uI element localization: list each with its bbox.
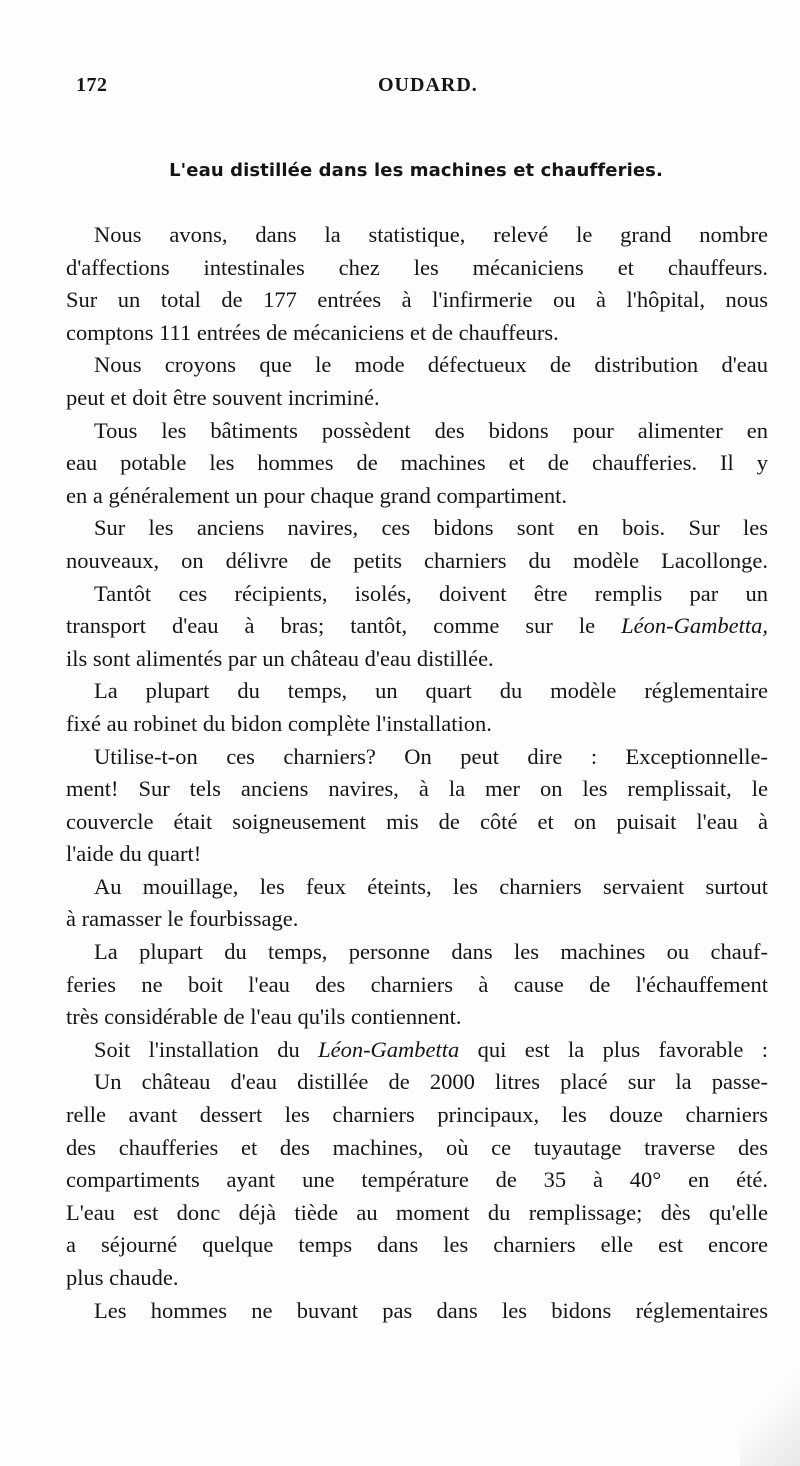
text-line: relle avant dessert les charniers principaux, les douze charniers xyxy=(66,1102,768,1128)
text-line: Au mouillage, les feux éteints, les charniers servaient surtout xyxy=(94,873,768,899)
text-line: eau potable les hommes de machines et de chaufferies. Il y xyxy=(66,450,768,476)
text-segment: qui est la plus favorable : xyxy=(459,1036,768,1062)
text-line: Sur un total de 177 entrées à l'infirmerie ou à l'hôpital, nous xyxy=(66,287,768,313)
text-line: plus chaude. xyxy=(66,1265,179,1290)
text-line: La plupart du temps, personne dans les machines ou chauf- xyxy=(94,939,768,965)
ship-name-italic: Léon-Gambetta xyxy=(318,1036,460,1062)
text-line: Sur les anciens navires, ces bidons sont en bois. Sur les xyxy=(94,515,768,541)
text-line: Tous les bâtiments possèdent des bidons pour alimenter en xyxy=(94,417,768,443)
text-line: comptons 111 entrées de mécaniciens et de chauffeurs. xyxy=(66,319,559,345)
text-line: feries ne boit l'eau des charniers à cause de l'échauffement xyxy=(66,971,768,997)
text-line: L'eau est donc déjà tiède au moment du remplissage; dès qu'elle xyxy=(66,1199,768,1225)
text-line: peut et doit être souvent incriminé. xyxy=(66,384,380,410)
page-edge-shadow xyxy=(740,1360,800,1466)
text-line: Nous croyons que le mode défectueux de distribution d'eau xyxy=(94,352,768,378)
text-line: compartiments ayant une température de 35 à 40° en été. xyxy=(66,1167,768,1193)
text-line: La plupart du temps, un quart du modèle réglementaire xyxy=(94,678,768,704)
text-line: ils sont alimentés par un château d'eau distillée. xyxy=(66,645,494,671)
ship-name-italic: Léon-Gambetta, xyxy=(621,613,768,639)
text-line: en a généralement un pour chaque grand compartiment. xyxy=(66,482,568,508)
text-line: l'aide du quart! xyxy=(66,841,202,867)
text-line: Nous avons, dans la statistique, relevé le grand nombre xyxy=(94,222,768,247)
text-line: nouveaux, on délivre de petits charniers du modèle Lacollonge. xyxy=(66,547,768,573)
text-line: fixé au robinet du bidon complète l'installation. xyxy=(66,710,492,736)
text-line: couvercle était soigneusement mis de côté et on puisait l'eau à xyxy=(66,808,768,834)
body-text xyxy=(66,219,768,1327)
text-line xyxy=(66,610,768,643)
text-line: à ramasser le fourbissage. xyxy=(66,906,299,932)
text-line: a séjourné quelque temps dans les charniers elle est encore xyxy=(66,1232,768,1258)
section-title: L'eau distillée dans les machines et chaufferies. xyxy=(169,160,663,181)
page-number: 172 xyxy=(76,74,108,96)
text-segment: transport d'eau à bras; tantôt, comme sur le xyxy=(66,613,622,639)
text-line: Tantôt ces récipients, isolés, doivent être remplis par un xyxy=(94,580,768,606)
text-line: très considérable de l'eau qu'ils contiennent. xyxy=(66,1004,462,1030)
text-line: ment! Sur tels anciens navires, à la mer on les remplissait, le xyxy=(66,776,768,802)
text-line: d'affections intestinales chez les mécaniciens et chauffeurs. xyxy=(66,254,768,280)
text-segment: Soit l'installation du xyxy=(94,1036,319,1062)
text-line: Un château d'eau distillée de 2000 litres placé sur la passe- xyxy=(94,1069,768,1095)
text-line: des chaufferies et des machines, où ce tuyautage traverse des xyxy=(66,1134,768,1160)
text-line: Les hommes ne buvant pas dans les bidons réglementaires xyxy=(94,1297,768,1323)
running-head: OUDARD. xyxy=(378,74,478,96)
page-header xyxy=(76,74,768,104)
text-line xyxy=(66,1034,768,1067)
text-line: Utilise-t-on ces charniers? On peut dire : Exceptionnelle- xyxy=(94,743,768,769)
